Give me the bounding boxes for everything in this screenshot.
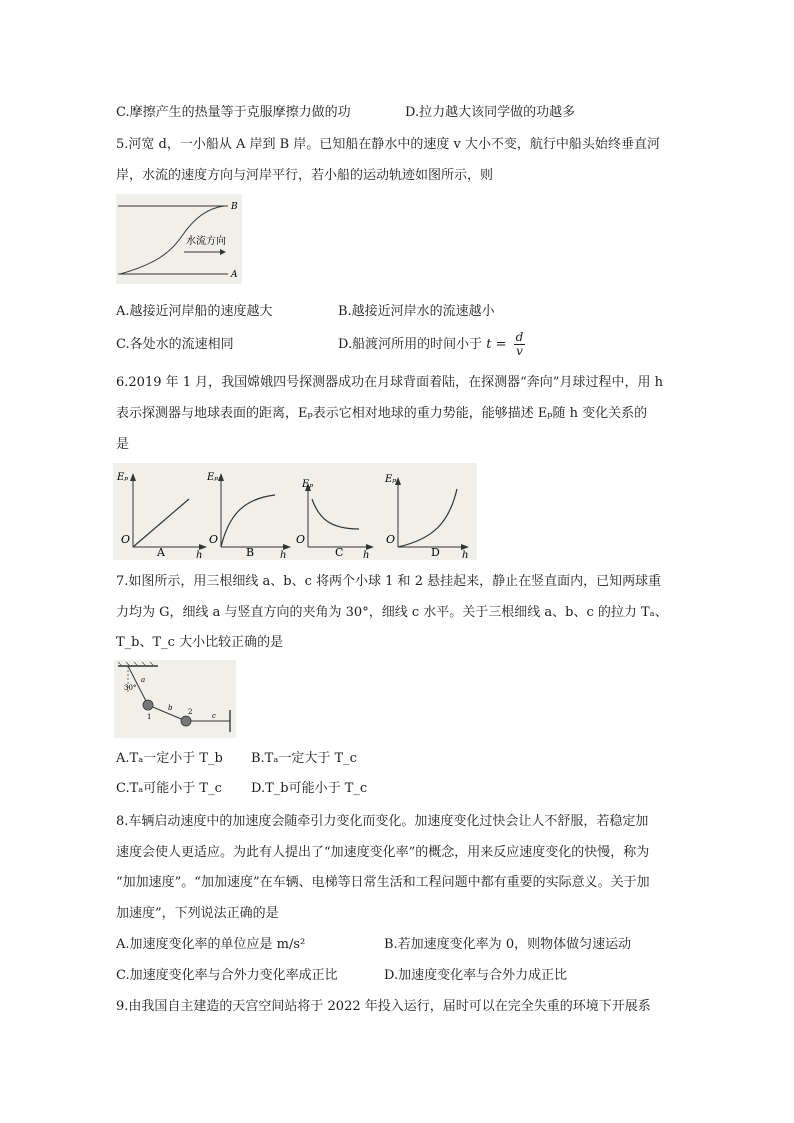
q5-river-figure	[116, 194, 242, 284]
graph-c-curve	[312, 499, 359, 529]
graph-a-letter: A	[157, 546, 165, 559]
label-c: c	[212, 712, 216, 720]
q5-option-a: A.越接近河岸船的速度越大	[116, 304, 273, 319]
q5-option-c: C.各处水的流速相同	[116, 337, 234, 352]
graph-b-origin: O	[209, 533, 219, 546]
q7-stem-line1: 7.如图所示，用三根细线 a、b、c 将两个小球 1 和 2 悬挂起来，静止在竖直面内，已知两球重	[116, 574, 662, 589]
graph-a-ylabel: Eₚ	[117, 472, 129, 483]
q8-stem-line2: 速度会使人更适应。为此有人提出了“加速度变化率”的概念，用来反应速度变化的快慢，称为	[116, 845, 650, 860]
q9-stem-line1: 9.由我国自主建造的天宫空间站将于 2022 年投入运行，届时可以在完全失重的环境下开展系	[116, 999, 651, 1014]
q5-option-d	[338, 327, 525, 363]
q5-formula-fraction	[514, 331, 526, 358]
q6-stem-line2: 表示探测器与地球表面的距离，Eₚ表示它相对地球的重力势能，能够描述 Eₚ随 h 变化关系的	[116, 406, 648, 421]
label-a: a	[141, 676, 146, 684]
graph-d-xlabel: h	[462, 550, 469, 560]
string-b	[148, 705, 186, 721]
q5-formula-denominator: v	[516, 344, 523, 358]
q8-option-b: B.若加速度变化率为 0，则物体做匀速运动	[384, 937, 632, 952]
graph-b-letter: B	[246, 546, 255, 559]
flow-direction-label: 水流方向	[186, 236, 226, 247]
q6-stem-line3: 是	[116, 437, 130, 452]
label-ball-2: 2	[188, 708, 193, 716]
graph-d-origin: O	[386, 533, 396, 546]
graph-a	[116, 472, 207, 560]
graph-d-ylabel: Eₚ	[385, 474, 397, 485]
q5-option-d-text: D.船渡河所用的时间小于	[338, 337, 483, 352]
bank-b-label: B	[231, 202, 238, 212]
q8-option-c: C.加速度变化率与合外力变化率成正比	[116, 968, 338, 983]
q7-option-b: B.Tₐ一定大于 T_c	[251, 751, 357, 766]
q5-option-b: B.越接近河岸水的流速越小	[338, 304, 495, 319]
q4-option-d: D.拉力越大该同学做的功越多	[405, 105, 576, 120]
graph-c	[296, 479, 374, 560]
graph-a-origin: O	[121, 533, 131, 546]
q7-option-c: C.Tₐ可能小于 T_c	[116, 781, 222, 796]
q5-stem-line1: 5.河宽 d，一小船从 A 岸到 B 岸。已知船在静水中的速度 v 大小不变，航行中船头始终垂直河	[116, 137, 660, 152]
q8-stem-line3: “加加速度”。“加加速度”在车辆、电梯等日常生活和工程问题中都有重要的实际意义。关于加	[116, 875, 650, 890]
label-ball-1: 1	[147, 713, 152, 721]
q5-formula-t: t	[486, 337, 492, 352]
q7-stem-line2: 力均为 G，细线 a 与竖直方向的夹角为 30°，细线 c 水平。关于三根细线 a、b、c 的拉力 Tₐ、	[116, 605, 668, 620]
angle-label: 30°	[124, 684, 137, 692]
q4-option-c: C.摩擦产生的热量等于克服摩擦力做的功	[116, 105, 351, 120]
graph-d-curve	[398, 489, 457, 547]
graph-b	[206, 472, 291, 560]
graph-b-ylabel: Eₚ	[207, 472, 219, 483]
label-b: b	[168, 704, 173, 712]
q8-option-d: D.加速度变化率与合外力成正比	[384, 968, 568, 983]
graph-c-ylabel: Eₚ	[302, 479, 314, 490]
graph-b-curve	[221, 495, 275, 547]
graph-b-xlabel: h	[280, 550, 287, 560]
q5-formula-numerator: d	[515, 330, 524, 344]
q7-stem-line3: T_b、T_c 大小比较正确的是	[116, 635, 284, 650]
q6-graphs-figure	[113, 463, 477, 560]
graph-a-xlabel: h	[196, 550, 203, 560]
graph-d	[384, 474, 469, 560]
graph-c-xlabel: h	[363, 550, 370, 560]
q5-stem-line2: 岸，水流的速度方向与河岸平行，若小船的运动轨迹如图所示，则	[116, 168, 494, 183]
q8-stem-line4: 加速度”，下列说法正确的是	[116, 906, 279, 921]
q7-option-d: D.T_b可能小于 T_c	[251, 781, 368, 796]
q5-formula-eq: =	[495, 337, 507, 352]
ball-2	[181, 716, 191, 726]
graph-a-curve	[133, 499, 189, 547]
ball-1	[143, 700, 153, 710]
q7-strings-figure	[114, 660, 236, 738]
q7-option-a: A.Tₐ一定小于 T_b	[116, 751, 223, 766]
bank-a-label: A	[231, 270, 238, 280]
graph-c-origin: O	[296, 533, 306, 546]
graph-d-letter: D	[431, 546, 440, 559]
q6-stem-line1: 6.2019 年 1 月，我国嫦娥四号探测器成功在月球背面着陆，在探测器“奔向”月球过程中，用 h	[116, 375, 663, 390]
q8-stem-line1: 8.车辆启动速度中的加速度会随牵引力变化而变化。加速度变化过快会让人不舒服，若稳定加	[116, 814, 649, 829]
q8-option-a: A.加速度变化率的单位应是 m/s²	[116, 937, 306, 952]
graph-c-letter: C	[335, 546, 344, 559]
